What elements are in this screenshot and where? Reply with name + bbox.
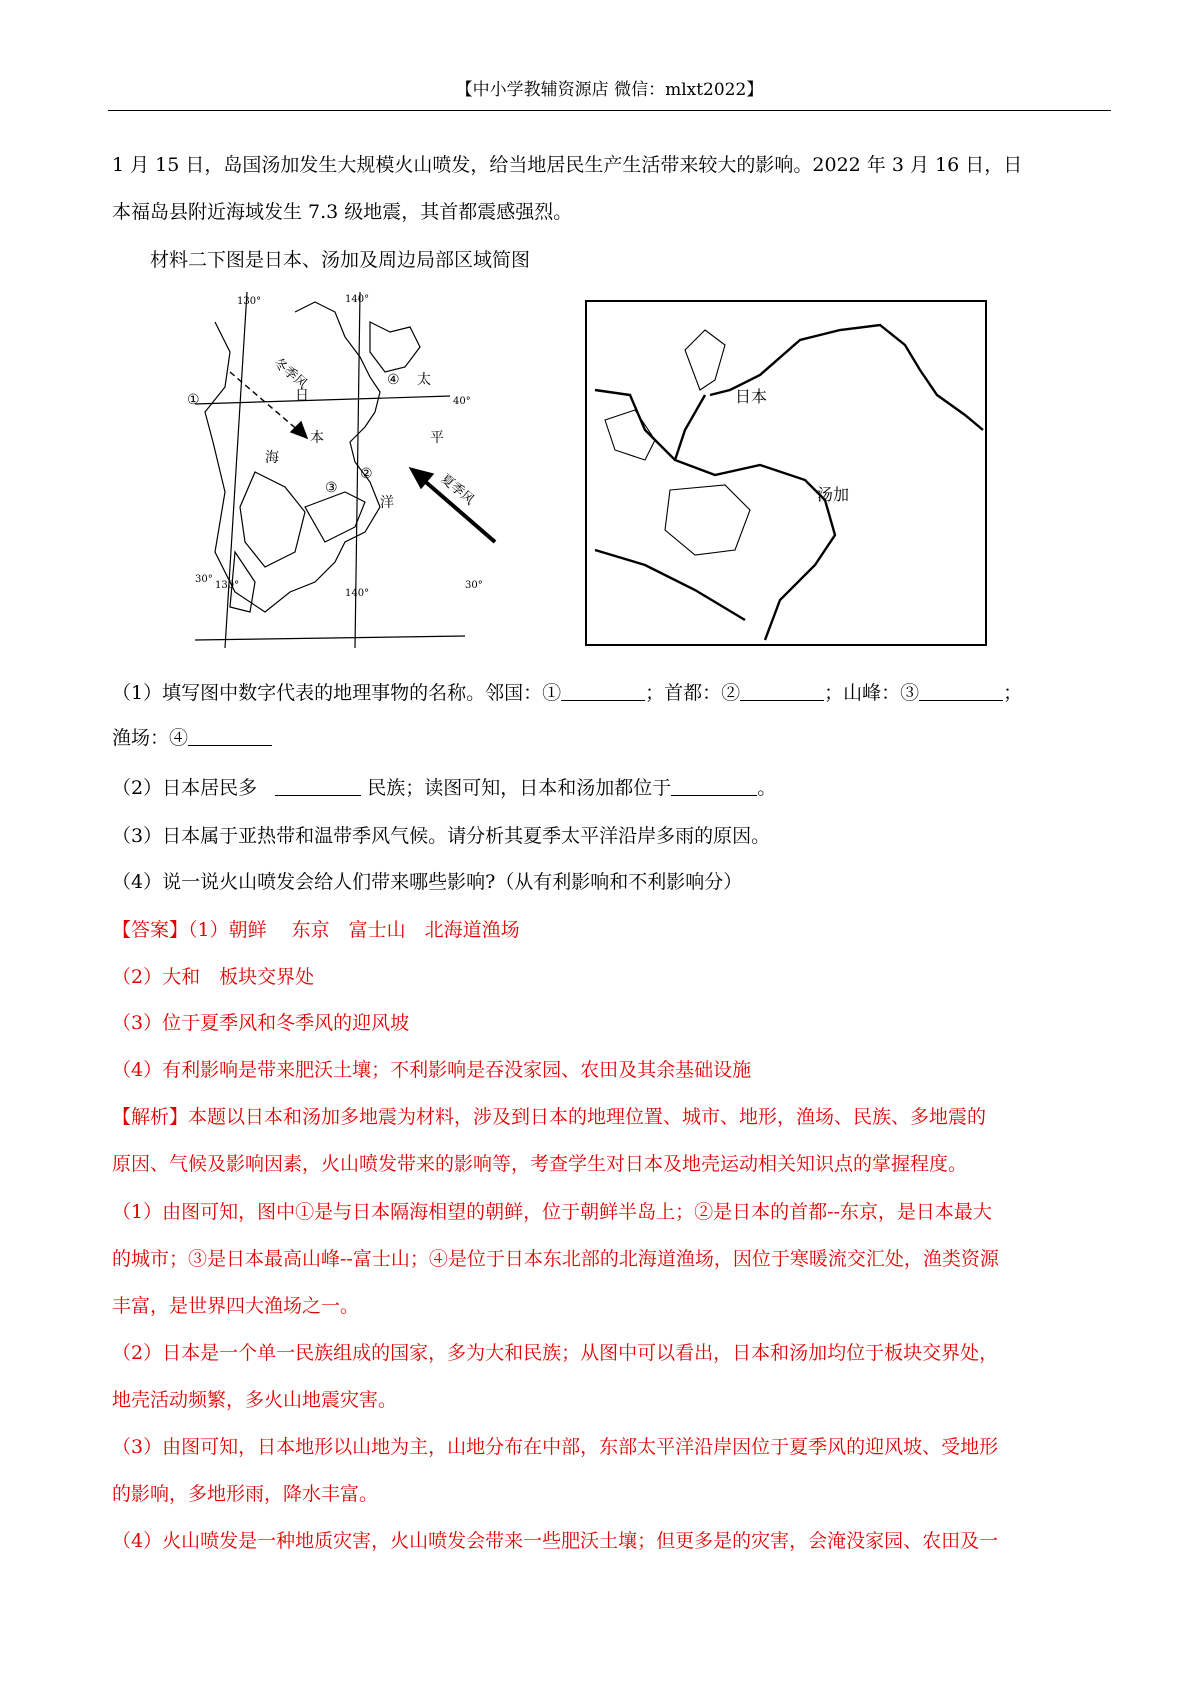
analysis-line-3: （1）由图可知，图中①是与日本隔海相望的朝鲜，位于朝鲜半岛上；②是日本的首都--东京，是日本最大: [112, 1201, 992, 1223]
label-130-bottom: 130°: [215, 580, 240, 591]
q2-middle: 民族；读图可知，日本和汤加都位于: [367, 777, 672, 799]
question-1-line-1: [112, 678, 1022, 708]
analysis-line-8: （3）由图可知，日本地形以山地为主，山地分布在中部，东部太平洋沿岸因位于夏季风的迎风坡、受地形: [112, 1436, 999, 1458]
plate-boundary-south: [595, 550, 745, 620]
material-2-caption: 材料二下图是日本、汤加及周边局部区域简图: [150, 249, 531, 271]
analysis-line-2: 原因、气候及影响因素，火山喷发带来的影响等，考查学生对日本及地壳运动相关知识点的掌握程度。: [112, 1153, 968, 1175]
analysis-line-7: 地壳活动频繁，多火山地震灾害。: [112, 1389, 398, 1411]
blank-4[interactable]: [188, 725, 272, 746]
marker-3: ③: [325, 480, 338, 496]
blank-5[interactable]: [275, 775, 361, 796]
japan-sea-map: [187, 292, 535, 648]
blank-3[interactable]: [919, 680, 1003, 701]
analysis-line-10: （4）火山喷发是一种地质灾害，火山喷发会带来一些肥沃土壤；但更多是的灾害，会淹没家园、农田及一: [112, 1530, 999, 1552]
analysis-line-6: （2）日本是一个单一民族组成的国家，多为大和民族；从图中可以看出，日本和汤加均位于板块交界处，: [112, 1342, 999, 1364]
q2-prefix: （2）日本居民多: [112, 777, 258, 799]
label-winter-monsoon: 冬季风: [270, 355, 310, 393]
q1-capital-label: ；首都：②: [645, 682, 741, 704]
question-3: （3）日本属于亚热带和温带季风气候。请分析其夏季太平洋沿岸多雨的原因。: [112, 825, 771, 847]
question-1-line-2: [112, 723, 272, 753]
label-japan: 日本: [735, 387, 768, 406]
answer-2: （2）大和 板块交界处: [112, 966, 315, 988]
label-ben: 本: [310, 430, 324, 446]
plate-boundary-west: [675, 395, 705, 460]
header-divider: [108, 110, 1111, 111]
map-figures: [187, 292, 995, 652]
analysis-line-5: 丰富，是世界四大渔场之一。: [112, 1295, 360, 1317]
q1-prefix: （1）填写图中数字代表的地理事物的名称。邻国：①: [112, 682, 562, 704]
blank-2[interactable]: [740, 680, 824, 701]
q1-fishery-label: 渔场：④: [112, 727, 189, 749]
label-tai: 太: [417, 372, 431, 388]
parallel-40: [195, 396, 450, 404]
parallel-30: [195, 636, 465, 640]
answer-1: 【答案】（1）朝鲜 东京 富士山 北海道渔场: [112, 919, 520, 941]
label-140-top: 140°: [345, 294, 370, 305]
label-yang: 洋: [380, 495, 394, 511]
label-tonga: 汤加: [817, 485, 850, 504]
meridian-130: [225, 292, 247, 648]
label-30-right: 30°: [465, 580, 483, 591]
analysis-line-1: 【解析】本题以日本和汤加多地震为材料，涉及到日本的地理位置、城市、地形，渔场、民族、多地震的: [112, 1106, 987, 1128]
blank-6[interactable]: [671, 775, 757, 796]
label-130-top: 130°: [237, 296, 262, 307]
se-asia-landmass: [605, 410, 655, 460]
australia-landmass: [665, 485, 750, 555]
page-header: 【中小学教辅资源店 微信：mlxt2022】: [455, 80, 764, 100]
q2-end: 。: [757, 777, 777, 799]
q1-peak-label: ；山峰：③: [824, 682, 920, 704]
label-summer-monsoon: 夏季风: [437, 471, 477, 509]
label-ping: 平: [430, 430, 444, 446]
coast-outline: [205, 302, 380, 612]
marker-2: ②: [360, 466, 373, 482]
japan-landmass: [685, 330, 725, 390]
label-40: 40°: [453, 396, 471, 407]
plate-boundary-map: [585, 300, 990, 650]
answer-4: （4）有利影响是带来肥沃土壤；不利影响是吞没家园、农田及其余基础设施: [112, 1059, 752, 1081]
intro-line-1: 1 月 15 日，岛国汤加发生大规模火山喷发，给当地居民生产生活带来较大的影响。2022 年 3 月 16 日，日: [112, 154, 1023, 176]
question-2: [112, 773, 776, 803]
hokkaido-outline: [370, 322, 420, 372]
marker-1: ①: [187, 392, 200, 408]
blank-1[interactable]: [561, 680, 645, 701]
label-ri: 日: [295, 388, 309, 404]
label-hai: 海: [265, 450, 279, 466]
marker-4: ④: [387, 372, 400, 388]
intro-line-2: 本福岛县附近海域发生 7.3 级地震，其首都震感强烈。: [112, 201, 573, 223]
label-30-left: 30°: [195, 574, 213, 585]
analysis-line-9: 的影响，多地形雨，降水丰富。: [112, 1483, 379, 1505]
label-140-bottom: 140°: [345, 588, 370, 599]
answer-3: （3）位于夏季风和冬季风的迎风坡: [112, 1012, 410, 1034]
plate-boundary-north: [710, 325, 983, 430]
honshu-west-outline: [240, 472, 305, 567]
analysis-line-4: 的城市；③是日本最高山峰--富士山；④是位于日本东北部的北海道渔场，因位于寒暖流交汇处，渔类资源: [112, 1248, 999, 1270]
q1-end: ；: [1003, 682, 1023, 704]
question-4: （4）说一说火山喷发会给人们带来哪些影响?（从有利影响和不利影响分）: [112, 871, 743, 893]
